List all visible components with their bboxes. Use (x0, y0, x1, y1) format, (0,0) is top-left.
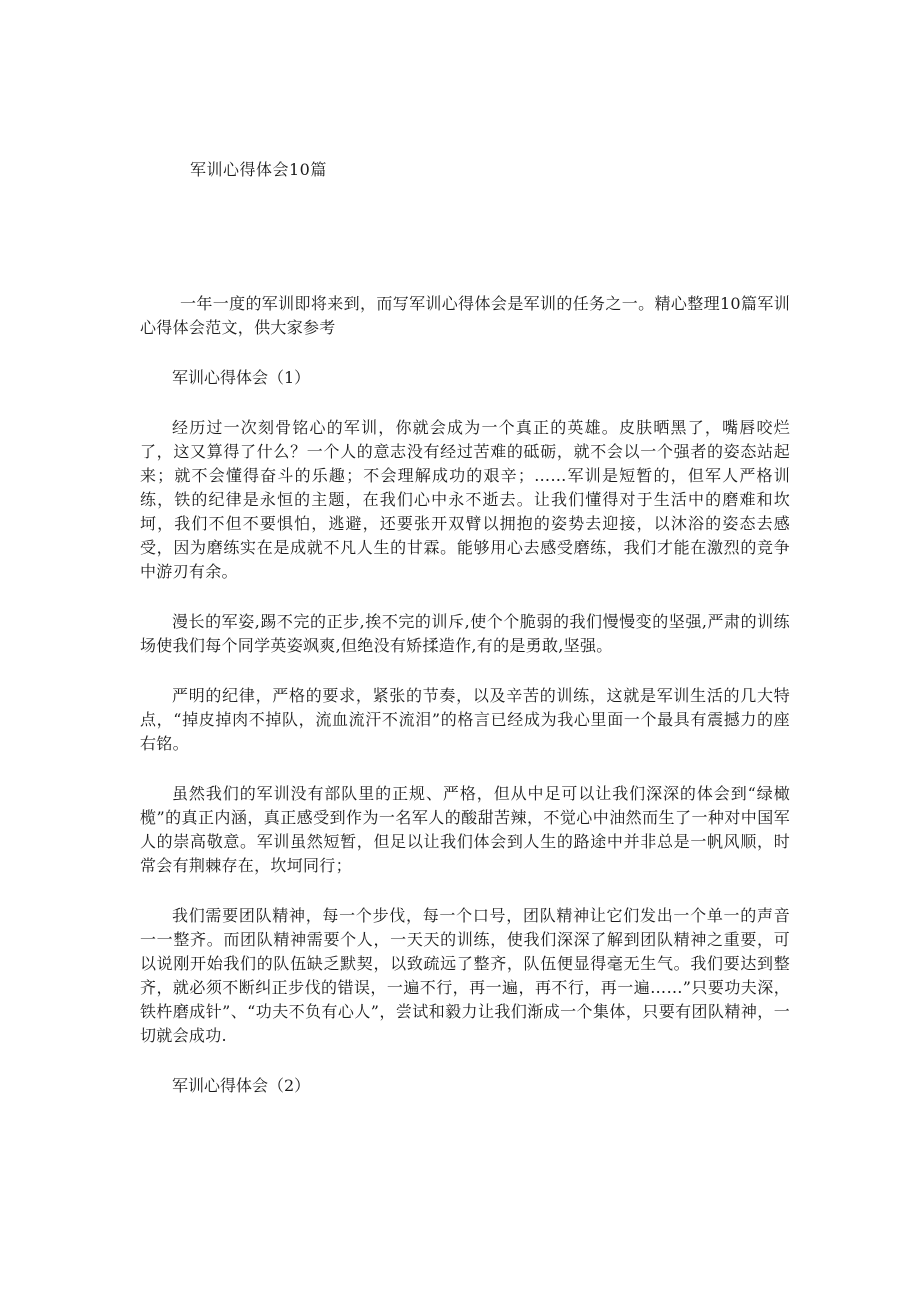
section-1-paragraph-5: 我们需要团队精神，每一个步伐，每一个口号，团队精神让它们发出一个单一的声音一一整齐。而团队精神需要个人，一天天的训练，使我们深深了解到团队精神之重要，可以说刚开始我们的队伍缺乏默契，以致疏远了整齐，队伍便显得毫无生气。我们要达到整齐，就必须不断纠正步伐的错误，一遍不行，再一遍，再不行，再一遍……”只要功夫深，铁杵磨成针”、“功夫不负有心人”，尝试和毅力让我们渐成一个集体，只要有团队精神，一切就会成功. (140, 906, 790, 1045)
document-body (140, 292, 790, 1124)
section-1-paragraph-2: 漫长的军姿,踢不完的正步,挨不完的训斥,使个个脆弱的我们慢慢变的坚强,严肃的训练场使我们每个同学英姿飒爽,但绝没有矫揉造作,有的是勇敢,坚强。 (140, 612, 790, 655)
section-1-paragraph-1: 经历过一次刻骨铭心的军训，你就会成为一个真正的英雄。皮肤晒黑了，嘴唇咬烂了，这又算得了什么？一个人的意志没有经过苦难的砥砺，就不会以一个强者的姿态站起来；就不会懂得奋斗的乐趣；不会理解成功的艰辛；……军训是短暂的，但军人严格训练，铁的纪律是永恒的主题，在我们心中永不逝去。让我们懂得对于生活中的磨难和坎坷，我们不但不要惧怕，逃避，还要张开双臂以拥抱的姿势去迎接，以沐浴的姿态去感受，因为磨练实在是成就不凡人生的甘霖。能够用心去感受磨练，我们才能在激烈的竞争中游刃有余。 (140, 418, 790, 581)
intro-paragraph: 一年一度的军训即将来到，而写军训心得体会是军训的任务之一。精心整理10篇军训心得体会范文，供大家参考 (140, 294, 790, 337)
section-heading-2: 军训心得体会（2） (172, 1076, 311, 1095)
document-title: 军训心得体会10篇 (190, 160, 327, 179)
section-heading-1: 军训心得体会（1） (172, 368, 311, 387)
section-1-paragraph-4: 虽然我们的军训没有部队里的正规、严格，但从中足可以让我们深深的体会到“绿橄榄”的真正内涵，真正感受到作为一名军人的酸甜苦辣，不觉心中油然而生了一种对中国军人的崇高敬意。军训虽然短暂，但足以让我们体会到人生的路途中并非总是一帆风顺，时常会有荆棘存在，坎坷同行； (140, 784, 790, 875)
section-1-paragraph-3: 严明的纪律，严格的要求，紧张的节奏，以及辛苦的训练，这就是军训生活的几大特点，“掉皮掉肉不掉队，流血流汗不流泪”的格言已经成为我心里面一个最具有震撼力的座右铭。 (140, 686, 790, 753)
